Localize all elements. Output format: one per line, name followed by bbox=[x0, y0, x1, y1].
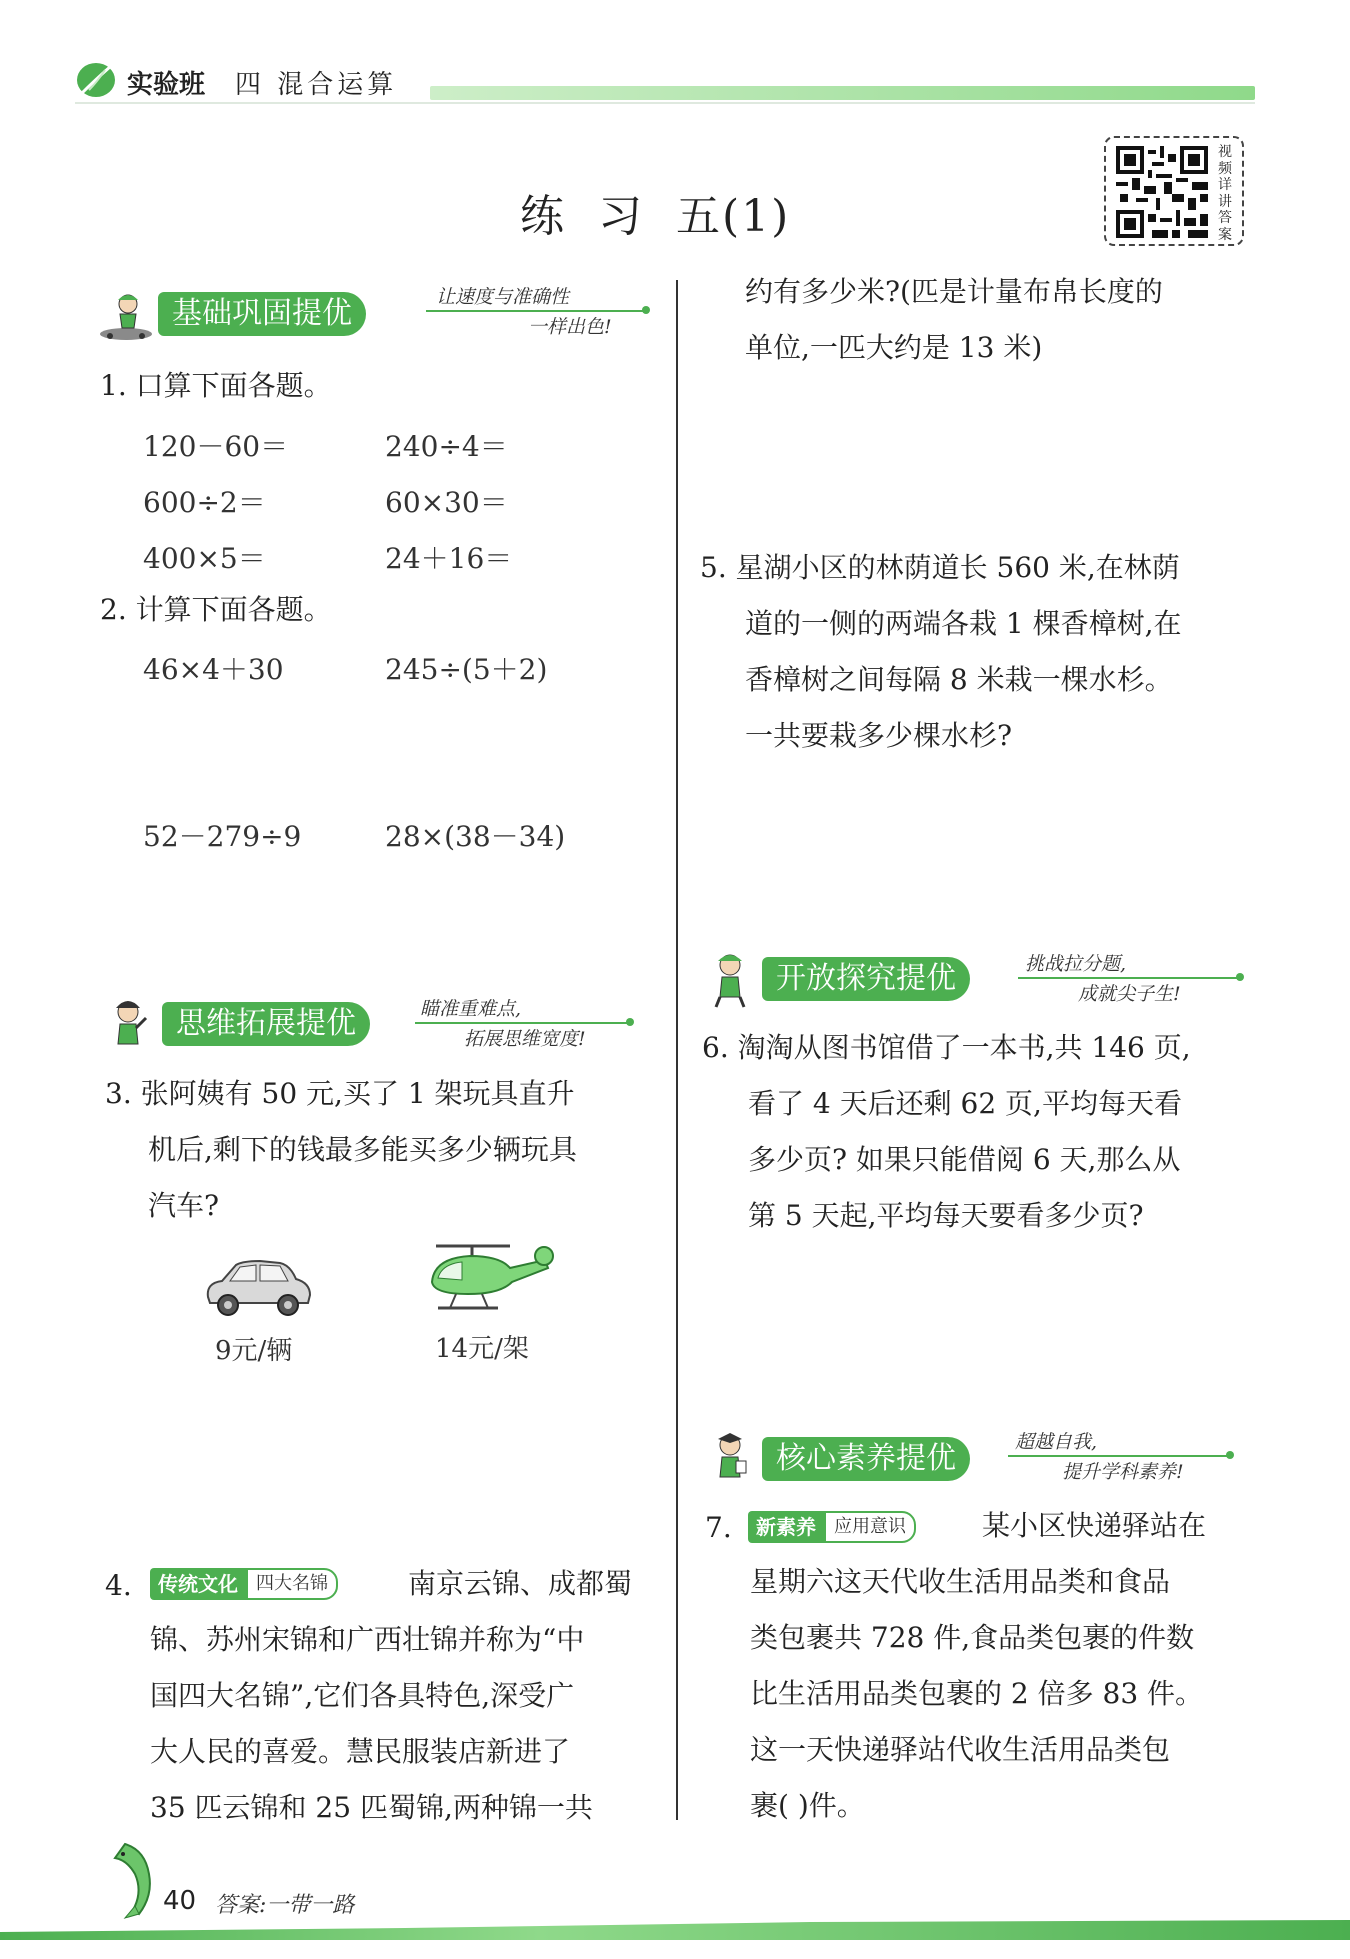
q3-line: 3. 张阿姨有 50 元,买了 1 架玩具直升 bbox=[105, 1077, 575, 1110]
tag-secondary: 应用意识 bbox=[824, 1511, 916, 1543]
q2-item: 245÷(5＋2) bbox=[385, 653, 548, 686]
tag-primary: 传统文化 bbox=[150, 1568, 246, 1600]
running-header bbox=[75, 58, 1255, 108]
dolphin-icon bbox=[95, 1840, 163, 1920]
q6-line: 第 5 天起,平均每天要看多少页? bbox=[748, 1199, 1144, 1232]
slogan-line-1: 挑战拉分题, bbox=[1025, 953, 1127, 975]
q7-line: 某小区快递驿站在 bbox=[982, 1509, 1207, 1542]
explorer-boy-icon bbox=[700, 949, 760, 1009]
q6-line: 看了 4 天后还剩 62 页,平均每天看 bbox=[748, 1087, 1182, 1120]
qr-caption: 视 频 详 讲 答 案 bbox=[1218, 144, 1232, 243]
slogan-rule bbox=[1008, 1455, 1230, 1457]
tag-secondary: 四大名锦 bbox=[246, 1568, 338, 1600]
qr-box[interactable] bbox=[1104, 136, 1244, 246]
q7-line: 这一天快递驿站代收生活用品类包 bbox=[750, 1733, 1171, 1766]
slogan-line-2: 提升学科素养! bbox=[1062, 1461, 1184, 1483]
q7-tag bbox=[748, 1510, 916, 1544]
page-title: 练 习 五(1) bbox=[520, 191, 791, 242]
q4-line: 35 匹云锦和 25 匹蜀锦,两种锦一共 bbox=[150, 1791, 593, 1824]
section-banner-core bbox=[700, 1425, 1240, 1495]
slogan-dot bbox=[1236, 973, 1244, 981]
slogan-line-2: 一样出色! bbox=[528, 316, 612, 338]
q4-cont-line: 单位,一匹大约是 13 米) bbox=[745, 331, 1043, 364]
q5-line: 道的一侧的两端各栽 1 棵香樟树,在 bbox=[745, 607, 1182, 640]
q4-cont-line: 约有多少米?(匹是计量布帛长度的 bbox=[745, 275, 1163, 308]
q6-line: 6. 淘淘从图书馆借了一本书,共 146 页, bbox=[702, 1031, 1191, 1064]
q3-line: 汽车? bbox=[148, 1189, 220, 1222]
slogan-rule bbox=[415, 1022, 630, 1024]
slogan-line-1: 让速度与准确性 bbox=[436, 286, 570, 308]
slogan-rule bbox=[426, 310, 646, 312]
slogan-line-2: 成就尖子生! bbox=[1078, 983, 1181, 1005]
q7-answer-line[interactable]: 裹( )件。 bbox=[750, 1789, 865, 1822]
q7-line: 类包裹共 728 件,食品类包裹的件数 bbox=[750, 1621, 1195, 1654]
section-label: 核心素养提优 bbox=[762, 1437, 970, 1481]
slogan-dot bbox=[626, 1018, 634, 1026]
q5-line: 5. 星湖小区的林荫道长 560 米,在林荫 bbox=[700, 551, 1180, 584]
page-number: 40 bbox=[163, 1886, 197, 1916]
q2-stem: 2. 计算下面各题。 bbox=[100, 593, 332, 626]
q2-item: 28×(38－34) bbox=[385, 820, 566, 853]
section-label: 思维拓展提优 bbox=[162, 1002, 370, 1046]
q1-item: 600÷2＝ bbox=[143, 486, 266, 519]
tag-primary: 新素养 bbox=[748, 1511, 824, 1543]
toy-helicopter-icon bbox=[420, 1238, 560, 1318]
q6-line: 多少页? 如果只能借阅 6 天,那么从 bbox=[748, 1143, 1181, 1176]
header-bar bbox=[430, 86, 1255, 100]
section-label: 基础巩固提优 bbox=[158, 292, 366, 336]
q1-stem: 1. 口算下面各题。 bbox=[100, 369, 332, 402]
slogan-line-1: 瞄准重难点, bbox=[420, 998, 522, 1020]
slogan-dot bbox=[642, 306, 650, 314]
q4-line: 南京云锦、成都蜀 bbox=[408, 1567, 633, 1600]
answer-hint: 答案:一带一路 bbox=[215, 1893, 355, 1918]
q4-line: 锦、苏州宋锦和广西壮锦并称为“中 bbox=[150, 1623, 585, 1656]
toy-car-icon bbox=[200, 1255, 315, 1320]
q4-tag bbox=[150, 1567, 338, 1601]
slogan-dot bbox=[1226, 1451, 1234, 1459]
q5-line: 香樟树之间每隔 8 米栽一棵水杉。 bbox=[745, 663, 1173, 696]
brand-name: 实验班 bbox=[127, 70, 206, 100]
scholar-boy-icon bbox=[700, 1429, 760, 1489]
section-label: 开放探究提优 bbox=[762, 957, 970, 1001]
section-banner-basic bbox=[96, 280, 656, 350]
footer-band bbox=[0, 1920, 1350, 1940]
q4-line: 国四大名锦”,它们各具特色,深受广 bbox=[150, 1679, 575, 1712]
q4-number: 4. bbox=[105, 1569, 132, 1602]
slogan-line-1: 超越自我, bbox=[1015, 1431, 1098, 1453]
q3-line: 机后,剩下的钱最多能买多少辆玩具 bbox=[148, 1133, 577, 1166]
q7-line: 星期六这天代收生活用品类和食品 bbox=[750, 1565, 1171, 1598]
column-divider bbox=[676, 280, 678, 1820]
q1-item: 240÷4＝ bbox=[385, 430, 508, 463]
q1-item: 400×5＝ bbox=[143, 542, 266, 575]
q1-item: 24＋16＝ bbox=[385, 542, 513, 575]
slogan-rule bbox=[1018, 977, 1240, 979]
thinking-boy-icon bbox=[100, 994, 160, 1054]
q4-line: 大人民的喜爱。慧民服装店新进了 bbox=[150, 1735, 571, 1768]
q7-number: 7. bbox=[705, 1511, 732, 1544]
q5-line: 一共要栽多少棵水杉? bbox=[745, 719, 1013, 752]
section-banner-open bbox=[700, 945, 1250, 1015]
unit-title: 四 混合运算 bbox=[235, 70, 398, 100]
helicopter-price: 14元/架 bbox=[435, 1334, 529, 1364]
q2-item: 46×4＋30 bbox=[143, 653, 284, 686]
section-banner-thinking bbox=[100, 990, 640, 1060]
header-underline bbox=[75, 102, 1255, 104]
q7-line: 比生活用品类包裹的 2 倍多 83 件。 bbox=[750, 1677, 1204, 1710]
car-price: 9元/辆 bbox=[215, 1336, 293, 1366]
leaf-logo-icon bbox=[75, 60, 117, 100]
slogan-line-2: 拓展思维宽度! bbox=[464, 1028, 586, 1050]
qr-code-icon bbox=[1116, 146, 1208, 238]
q1-item: 120－60＝ bbox=[143, 430, 289, 463]
q2-item: 52－279÷9 bbox=[143, 820, 302, 853]
skateboard-boy-icon bbox=[96, 284, 156, 344]
q1-item: 60×30＝ bbox=[385, 486, 508, 519]
